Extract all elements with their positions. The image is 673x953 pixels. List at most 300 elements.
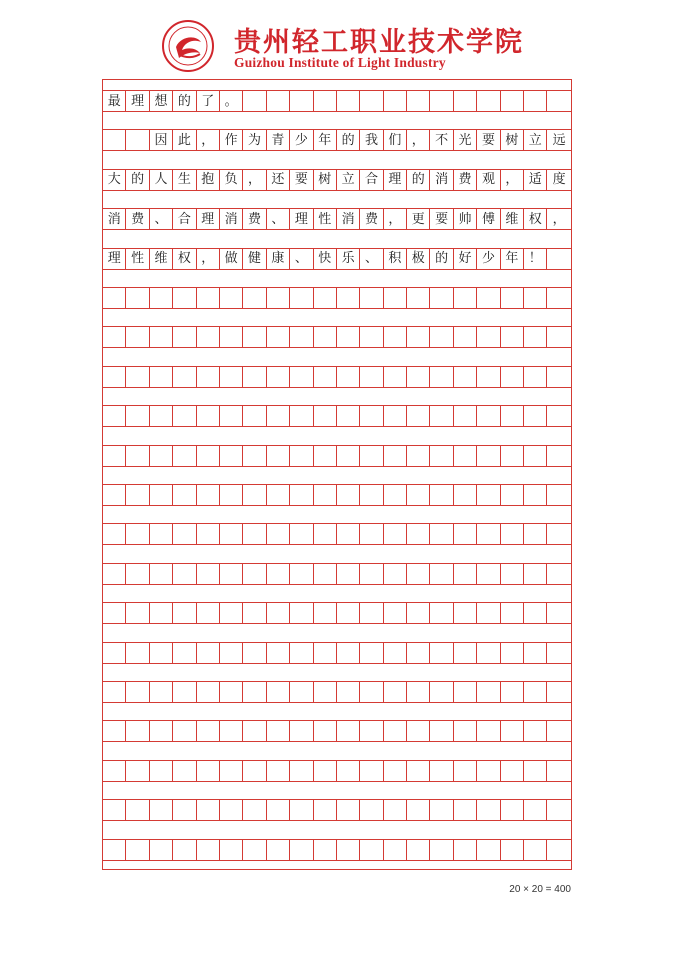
grid-cell	[477, 523, 500, 545]
grid-cell	[337, 326, 360, 348]
grid-cell	[173, 326, 196, 348]
grid-cell	[430, 799, 453, 821]
grid-cell	[454, 839, 477, 861]
grid-cell: 权	[524, 208, 547, 230]
grid-cell	[290, 366, 313, 388]
grid-cell	[173, 484, 196, 506]
grid-cell	[477, 287, 500, 309]
grid-cell	[126, 563, 149, 585]
grid-cell	[501, 326, 524, 348]
grid-cell	[524, 839, 547, 861]
grid-cell: 负	[220, 169, 243, 191]
grid-cell: 、	[267, 208, 290, 230]
grid-cell: 帅	[454, 208, 477, 230]
grid-cell	[454, 484, 477, 506]
grid-cell: ，	[243, 169, 266, 191]
grid-cell: 想	[150, 90, 173, 112]
grid-cell	[103, 287, 126, 309]
grid-cell	[220, 602, 243, 624]
grid-row	[103, 642, 571, 664]
grid-cell	[126, 523, 149, 545]
grid-cell	[126, 445, 149, 467]
grid-cell	[501, 681, 524, 703]
grid-cell	[337, 720, 360, 742]
grid-cell	[407, 760, 430, 782]
grid-cell: ，	[501, 169, 524, 191]
grid-cell: 乐	[337, 248, 360, 270]
grid-cell	[173, 523, 196, 545]
grid-cell	[337, 563, 360, 585]
grid-cell	[103, 563, 126, 585]
grid-cell	[220, 681, 243, 703]
grid-cell	[267, 720, 290, 742]
grid-cell	[197, 563, 220, 585]
grid-cell	[430, 523, 453, 545]
grid-cell	[103, 839, 126, 861]
grid-row	[103, 681, 571, 703]
grid-cell	[501, 760, 524, 782]
grid-cell	[290, 720, 313, 742]
grid-cell: 消	[220, 208, 243, 230]
grid-cell: 积	[384, 248, 407, 270]
grid-cell	[524, 326, 547, 348]
grid-cell: 。	[220, 90, 243, 112]
grid-cell	[267, 484, 290, 506]
grid-cell	[454, 799, 477, 821]
grid-cell	[243, 484, 266, 506]
grid-cell	[524, 287, 547, 309]
grid-cell	[384, 642, 407, 664]
grid-cell	[220, 760, 243, 782]
grid-cell	[150, 681, 173, 703]
grid-cell	[173, 642, 196, 664]
grid-cell	[547, 484, 570, 506]
grid-cell: 因	[150, 129, 173, 151]
grid-cell	[547, 602, 570, 624]
grid-cell	[337, 445, 360, 467]
grid-cell	[524, 760, 547, 782]
grid-cell: 生	[173, 169, 196, 191]
grid-cell: 理	[126, 90, 149, 112]
grid-cell	[290, 642, 313, 664]
grid-cell	[360, 523, 383, 545]
grid-cell	[197, 445, 220, 467]
grid-cell	[477, 760, 500, 782]
grid-cell	[407, 563, 430, 585]
grid-cell: 理	[197, 208, 220, 230]
grid-cell: 为	[243, 129, 266, 151]
grid-cell	[430, 287, 453, 309]
grid-cell	[430, 326, 453, 348]
grid-cell	[290, 563, 313, 585]
grid-cell	[243, 681, 266, 703]
grid-cell	[126, 681, 149, 703]
grid-row	[103, 248, 571, 270]
grid-cell	[360, 563, 383, 585]
grid-cell	[103, 760, 126, 782]
grid-cell: 们	[384, 129, 407, 151]
grid-cell	[150, 642, 173, 664]
grid-cell: 消	[337, 208, 360, 230]
grid-cell: 理	[290, 208, 313, 230]
grid-cell	[524, 523, 547, 545]
grid-row	[103, 799, 571, 821]
grid-cell: 维	[501, 208, 524, 230]
grid-cell	[384, 405, 407, 427]
grid-cell	[337, 484, 360, 506]
grid-cell	[173, 405, 196, 427]
grid-cell	[337, 523, 360, 545]
grid-cell	[197, 760, 220, 782]
grid-cell	[220, 642, 243, 664]
grid-cell	[454, 602, 477, 624]
grid-cell	[524, 563, 547, 585]
grid-cell	[454, 523, 477, 545]
grid-cell	[337, 366, 360, 388]
grid-cell	[290, 287, 313, 309]
grid-cell	[477, 602, 500, 624]
grid-cell	[126, 326, 149, 348]
grid-cell	[220, 720, 243, 742]
grid-cell	[384, 563, 407, 585]
grid-cell	[547, 326, 570, 348]
grid-cell	[197, 681, 220, 703]
grid-cell: 合	[173, 208, 196, 230]
grid-cell: 、	[360, 248, 383, 270]
grid-cell	[501, 839, 524, 861]
grid-cell	[314, 563, 337, 585]
grid-cell	[501, 287, 524, 309]
grid-cell	[197, 523, 220, 545]
grid-cell	[547, 523, 570, 545]
grid-cell	[314, 602, 337, 624]
grid-cell	[337, 681, 360, 703]
grid-cell	[243, 760, 266, 782]
grid-cell: 康	[267, 248, 290, 270]
grid-cell	[173, 563, 196, 585]
grid-cell	[150, 484, 173, 506]
grid-cell	[547, 90, 570, 112]
grid-cell	[337, 602, 360, 624]
grid-cell	[243, 90, 266, 112]
grid-cell	[360, 720, 383, 742]
grid-cell	[290, 326, 313, 348]
grid-cell	[314, 287, 337, 309]
grid-cell: 还	[267, 169, 290, 191]
grid-cell	[547, 799, 570, 821]
grid-cell	[524, 90, 547, 112]
grid-cell	[454, 642, 477, 664]
grid-cell	[314, 720, 337, 742]
grid-cell	[430, 445, 453, 467]
grid-cell	[524, 720, 547, 742]
grid-cell: 适	[524, 169, 547, 191]
grid-cell	[267, 602, 290, 624]
grid-cell	[524, 484, 547, 506]
grid-cell	[547, 720, 570, 742]
grid-cell: 费	[126, 208, 149, 230]
grid-row	[103, 129, 571, 151]
grid-cell	[524, 405, 547, 427]
grid-cell	[547, 248, 570, 270]
grid-cell	[290, 681, 313, 703]
grid-cell	[360, 326, 383, 348]
grid-cell	[150, 563, 173, 585]
grid-cell	[173, 445, 196, 467]
grid-cell	[384, 366, 407, 388]
grid-cell: 远	[547, 129, 570, 151]
grid-row	[103, 326, 571, 348]
grid-cell	[360, 287, 383, 309]
grid-cell: 的	[407, 169, 430, 191]
grid-cell	[314, 799, 337, 821]
grid-cell	[173, 799, 196, 821]
grid-cell	[501, 484, 524, 506]
grid-cell: 理	[103, 248, 126, 270]
grid-cell	[360, 642, 383, 664]
grid-cell	[314, 484, 337, 506]
grid-cell: 光	[454, 129, 477, 151]
grid-cell	[547, 366, 570, 388]
grid-cell: 性	[126, 248, 149, 270]
grid-cell: 费	[360, 208, 383, 230]
grid-cell	[501, 405, 524, 427]
grid-cell	[501, 445, 524, 467]
grid-cell	[267, 445, 290, 467]
grid-cell	[430, 602, 453, 624]
grid-cell	[126, 405, 149, 427]
grid-cell	[220, 366, 243, 388]
grid-cell	[243, 602, 266, 624]
grid-cell	[337, 90, 360, 112]
grid-cell	[314, 681, 337, 703]
grid-cell	[150, 366, 173, 388]
grid-cell	[126, 129, 149, 151]
grid-cell	[290, 602, 313, 624]
grid-cell	[477, 681, 500, 703]
grid-cell	[454, 90, 477, 112]
grid-cell	[243, 720, 266, 742]
grid-cell	[243, 287, 266, 309]
grid-cell	[524, 642, 547, 664]
grid-cell: 立	[524, 129, 547, 151]
grid-cell	[407, 445, 430, 467]
grid-cell	[360, 90, 383, 112]
grid-cell: 消	[430, 169, 453, 191]
grid-cell: 树	[314, 169, 337, 191]
grid-row	[103, 720, 571, 742]
grid-cell	[384, 523, 407, 545]
grid-cell	[454, 760, 477, 782]
grid-cell	[197, 405, 220, 427]
grid-cell	[337, 405, 360, 427]
grid-cell: 的	[126, 169, 149, 191]
grid-counter: 20 × 20 = 400	[509, 884, 571, 895]
grid-cell	[314, 642, 337, 664]
grid-cell	[501, 366, 524, 388]
composition-grid-paper	[102, 79, 572, 870]
grid-cell	[267, 681, 290, 703]
grid-cell	[337, 287, 360, 309]
grid-cell	[126, 642, 149, 664]
grid-cell: 人	[150, 169, 173, 191]
grid-cell	[384, 445, 407, 467]
grid-cell: 的	[173, 90, 196, 112]
grid-row	[103, 366, 571, 388]
grid-cell	[267, 523, 290, 545]
grid-cell	[360, 405, 383, 427]
grid-cell	[197, 642, 220, 664]
grid-cell	[290, 484, 313, 506]
grid-cell	[103, 445, 126, 467]
grid-cell	[314, 90, 337, 112]
grid-cell	[103, 129, 126, 151]
grid-cell	[430, 90, 453, 112]
grid-cell	[126, 799, 149, 821]
grid-cell	[126, 760, 149, 782]
grid-cell	[501, 799, 524, 821]
grid-cell	[150, 602, 173, 624]
grid-cell: 最	[103, 90, 126, 112]
grid-cell	[407, 839, 430, 861]
grid-cell	[220, 563, 243, 585]
grid-cell	[243, 563, 266, 585]
grid-cell: 了	[197, 90, 220, 112]
grid-cell	[173, 602, 196, 624]
grid-cell	[384, 90, 407, 112]
grid-cell	[314, 326, 337, 348]
grid-cell	[384, 602, 407, 624]
grid-cell	[524, 799, 547, 821]
grid-cell	[220, 445, 243, 467]
grid-row	[103, 484, 571, 506]
grid-cell	[197, 799, 220, 821]
grid-cell: 极	[407, 248, 430, 270]
grid-cell	[360, 602, 383, 624]
grid-cell: 要	[477, 129, 500, 151]
grid-cell	[407, 326, 430, 348]
grid-cell	[197, 287, 220, 309]
grid-cell: 观	[477, 169, 500, 191]
grid-cell	[173, 839, 196, 861]
grid-cell	[173, 366, 196, 388]
grid-cell	[173, 720, 196, 742]
grid-cell	[477, 484, 500, 506]
grid-row	[103, 287, 571, 309]
grid-row	[103, 208, 571, 230]
grid-cell	[103, 681, 126, 703]
grid-cell	[290, 445, 313, 467]
grid-cell	[384, 326, 407, 348]
grid-cell	[126, 839, 149, 861]
grid-cell	[430, 405, 453, 427]
grid-cell	[197, 366, 220, 388]
grid-cell	[290, 839, 313, 861]
grid-cell	[407, 681, 430, 703]
grid-row	[103, 839, 571, 861]
grid-cell: 做	[220, 248, 243, 270]
school-seal-icon	[162, 20, 214, 72]
grid-cell	[384, 681, 407, 703]
grid-cell	[337, 760, 360, 782]
grid-cell	[524, 366, 547, 388]
grid-cell	[103, 720, 126, 742]
grid-cell: 度	[547, 169, 570, 191]
grid-cell: 少	[290, 129, 313, 151]
grid-cell	[103, 366, 126, 388]
grid-cell	[430, 484, 453, 506]
grid-cell	[407, 642, 430, 664]
grid-cell	[501, 523, 524, 545]
grid-cell	[360, 681, 383, 703]
grid-cell	[524, 445, 547, 467]
grid-cell	[150, 760, 173, 782]
grid-cell: 抱	[197, 169, 220, 191]
grid-cell	[220, 839, 243, 861]
grid-cell	[407, 287, 430, 309]
grid-cell: 的	[430, 248, 453, 270]
grid-cell	[454, 720, 477, 742]
grid-cell	[454, 681, 477, 703]
grid-cell	[477, 799, 500, 821]
grid-cell	[477, 839, 500, 861]
grid-cell	[173, 760, 196, 782]
grid-cell: 要	[430, 208, 453, 230]
grid-row	[103, 405, 571, 427]
grid-cell: 此	[173, 129, 196, 151]
grid-cell	[547, 681, 570, 703]
grid-cell	[290, 799, 313, 821]
grid-row	[103, 563, 571, 585]
grid-cell	[290, 523, 313, 545]
grid-cell	[103, 602, 126, 624]
grid-cell: 傅	[477, 208, 500, 230]
grid-cell	[103, 326, 126, 348]
grid-cell	[173, 681, 196, 703]
grid-cell	[220, 287, 243, 309]
grid-row	[103, 602, 571, 624]
grid-cell	[337, 839, 360, 861]
page-header	[162, 18, 524, 74]
grid-cell	[524, 602, 547, 624]
grid-cell	[384, 287, 407, 309]
grid-cell	[501, 602, 524, 624]
grid-cell	[103, 523, 126, 545]
grid-cell: 的	[337, 129, 360, 151]
grid-cell	[243, 366, 266, 388]
grid-cell	[267, 287, 290, 309]
grid-cell: 树	[501, 129, 524, 151]
grid-cell	[220, 484, 243, 506]
grid-cell: 青	[267, 129, 290, 151]
grid-cell: ！	[524, 248, 547, 270]
grid-cell	[430, 720, 453, 742]
grid-cell	[407, 799, 430, 821]
grid-cell	[314, 405, 337, 427]
grid-cell	[103, 405, 126, 427]
grid-cell	[477, 563, 500, 585]
grid-cell	[150, 839, 173, 861]
grid-cell: 立	[337, 169, 360, 191]
grid-cell: 合	[360, 169, 383, 191]
grid-cell	[384, 760, 407, 782]
grid-cell	[547, 405, 570, 427]
grid-cell	[407, 720, 430, 742]
grid-cell	[314, 760, 337, 782]
grid-cell	[477, 445, 500, 467]
grid-cell	[314, 839, 337, 861]
grid-cell	[267, 799, 290, 821]
